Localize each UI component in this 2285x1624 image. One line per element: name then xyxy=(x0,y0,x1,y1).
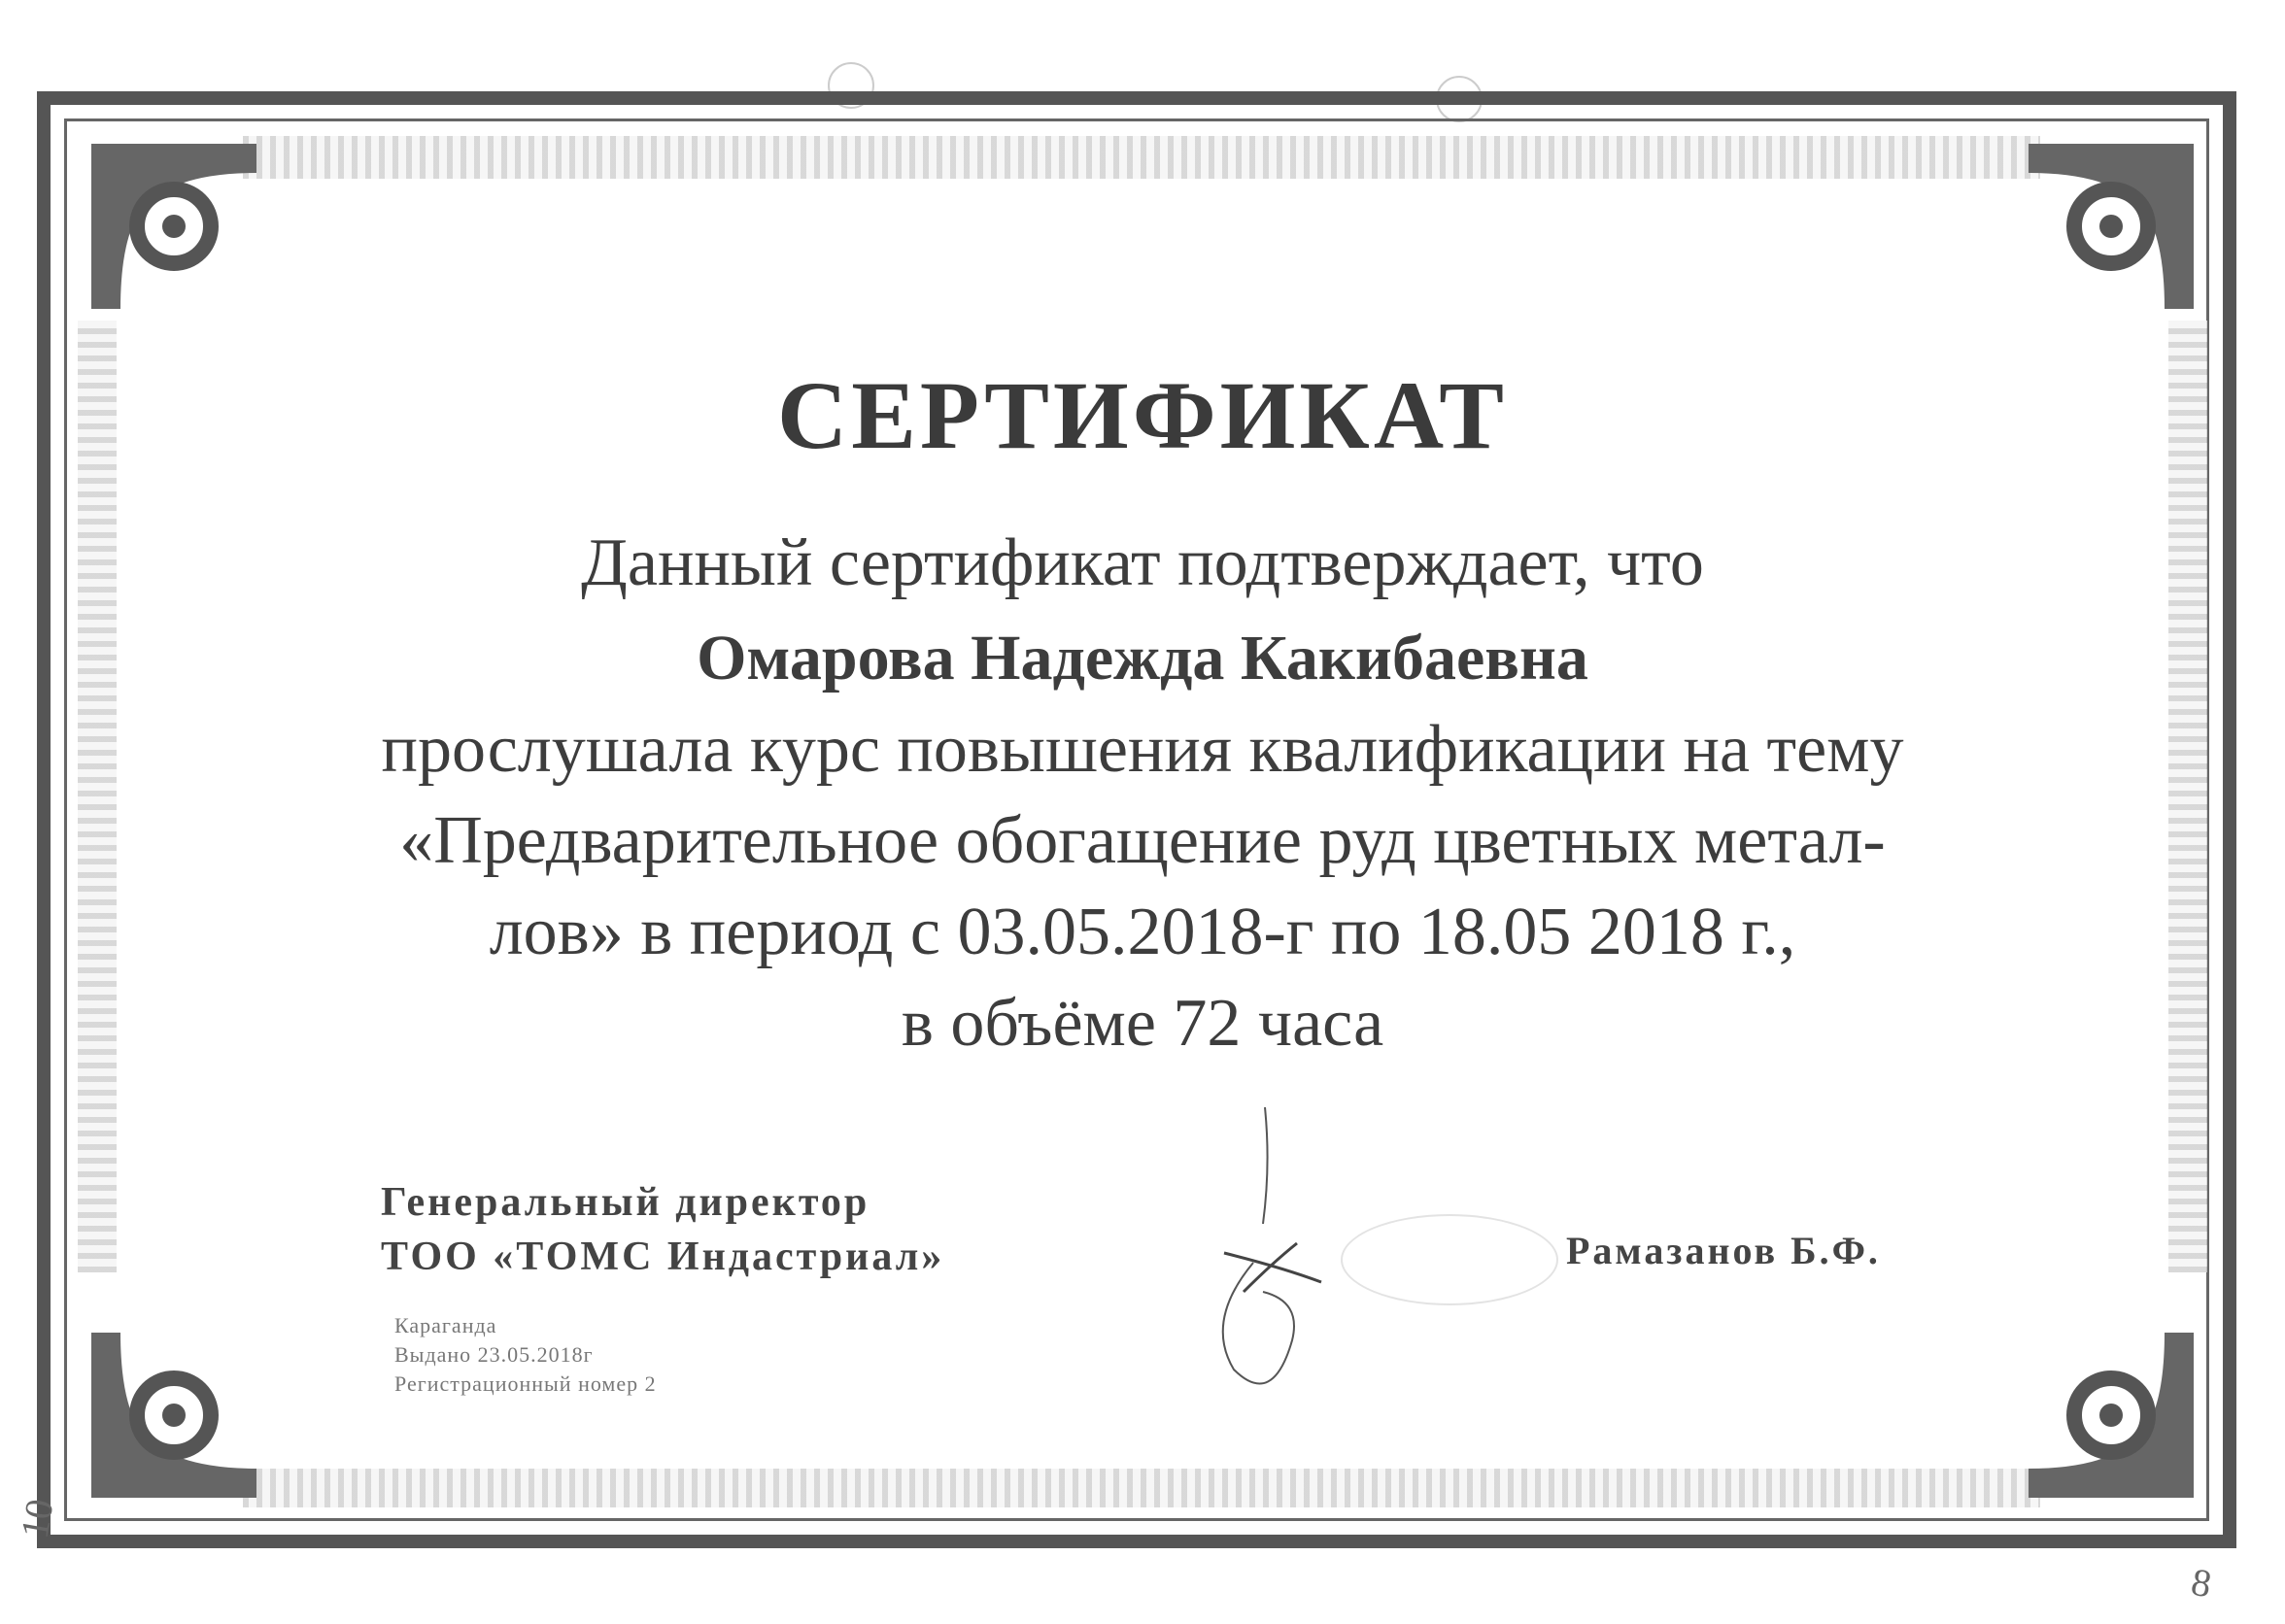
bottom-ornament-band xyxy=(243,1469,2040,1507)
top-ornament-band xyxy=(243,136,2040,179)
corner-ornament-top-right-icon xyxy=(2019,134,2203,319)
recipient-name: Омарова Надежда Какибаевна xyxy=(697,623,1588,694)
issue-details xyxy=(394,1311,657,1399)
signatory-block xyxy=(381,1175,944,1284)
handwritten-signature xyxy=(1205,1098,1554,1408)
signatory-position: Генеральный директор xyxy=(381,1180,870,1225)
course-line: прослушала курс повышения квалификации на тему xyxy=(381,712,1904,787)
issue-date: Выдано 23.05.2018г xyxy=(394,1342,594,1367)
corner-ornament-top-left-icon xyxy=(82,134,266,319)
registration-number: Регистрационный номер 2 xyxy=(394,1371,657,1396)
confirmation-line: Данный сертификат подтверждает, что xyxy=(581,525,1704,600)
signatory-organization: ТОО «ТОМС Индастриал» xyxy=(381,1235,945,1279)
corner-ornament-bottom-left-icon xyxy=(82,1323,266,1507)
handwritten-number-left: 10 xyxy=(12,1495,62,1542)
period-line: лов» в период с 03.05.2018-г по 18.05 2018 г., xyxy=(489,895,1796,969)
hours-line: в объёме 72 часа xyxy=(901,986,1384,1061)
corner-ornament-bottom-right-icon xyxy=(2019,1323,2203,1507)
handwritten-number-right: 8 xyxy=(2188,1559,2215,1607)
certificate-title: СЕРТИФИКАТ xyxy=(776,361,1508,469)
signatory-name: Рамазанов Б.Ф. xyxy=(1566,1229,1881,1272)
issue-city: Караганда xyxy=(394,1313,497,1337)
topic-line: «Предварительное обогащение руд цветных метал- xyxy=(399,803,1886,878)
